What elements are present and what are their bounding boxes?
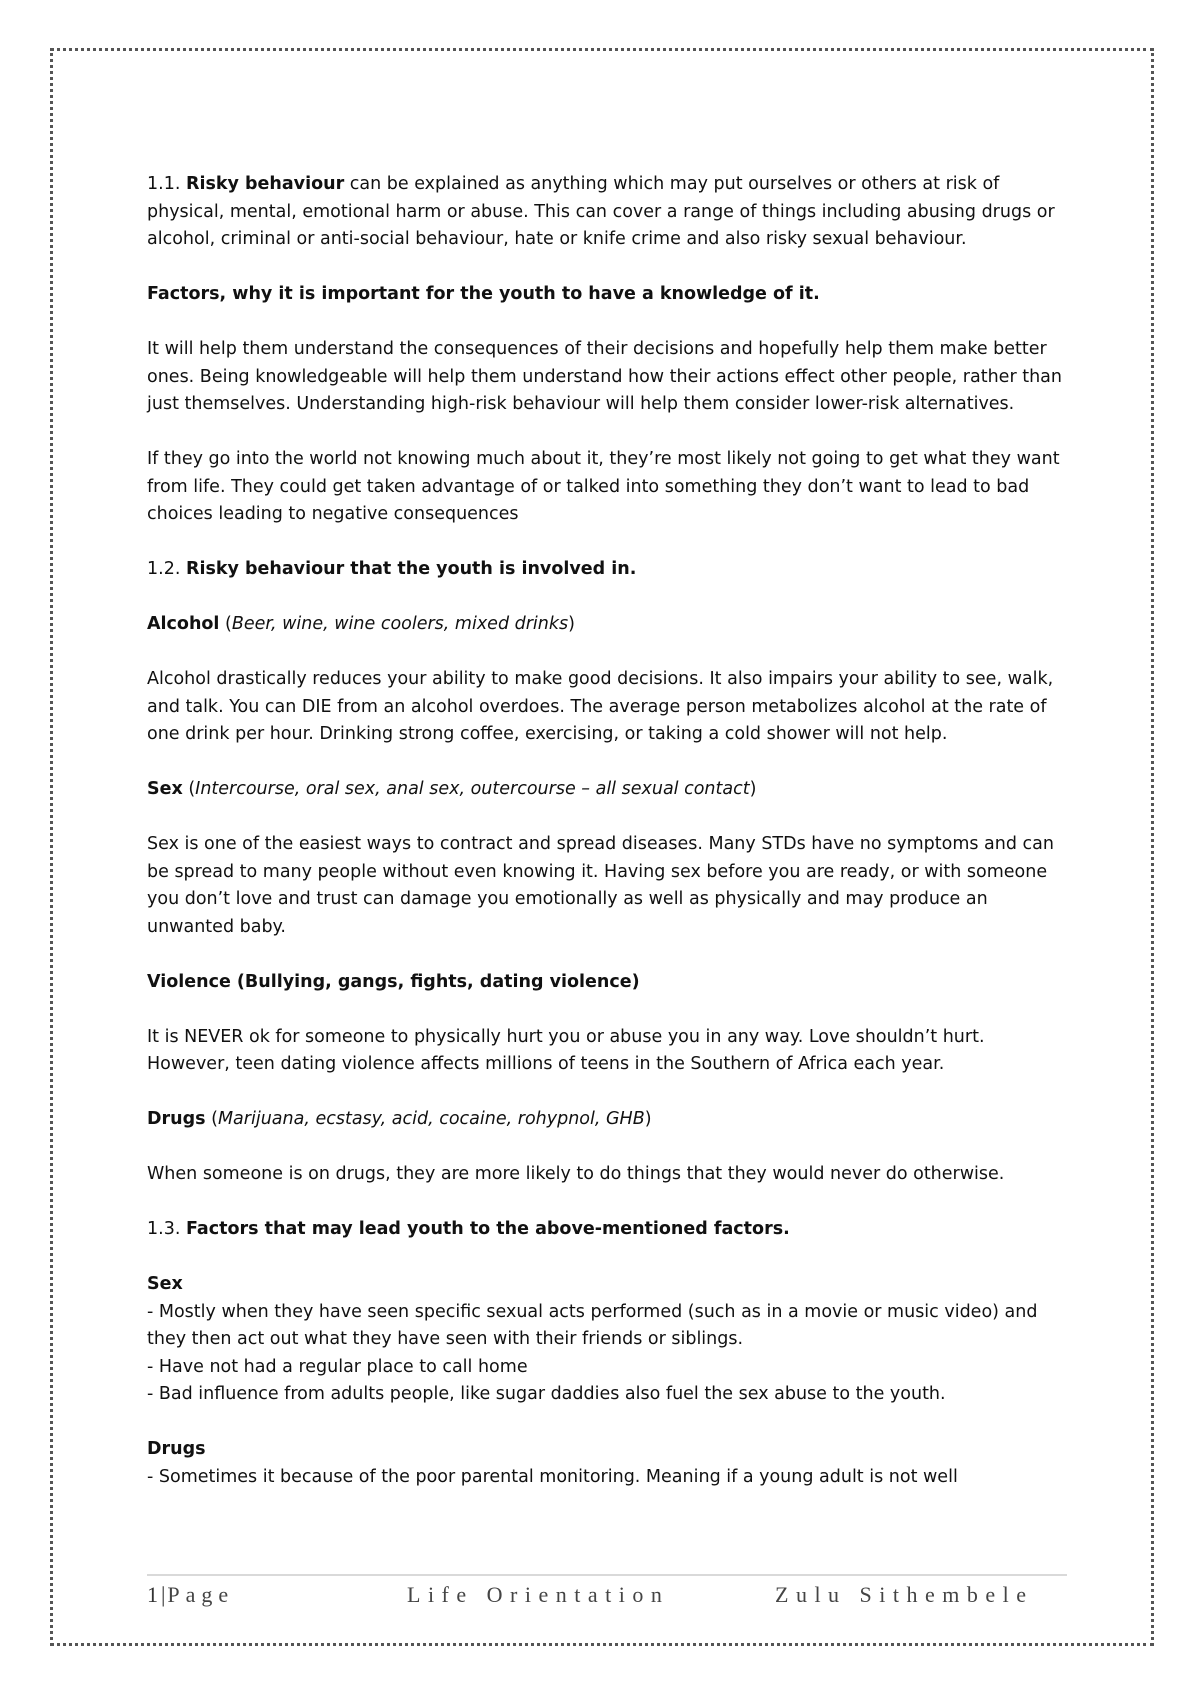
drugs-factors — [147, 1436, 1067, 1491]
sex-factors — [147, 1271, 1067, 1409]
drugs-paragraph: When someone is on drugs, they are more likely to do things that they would never do otherwise. — [147, 1164, 1005, 1184]
sex-factors-heading: Sex — [147, 1274, 183, 1294]
section-heading-1-3 — [147, 1216, 1067, 1244]
list-item: - Sometimes it because of the poor parental monitoring. Meaning if a young adult is not well — [147, 1466, 958, 1487]
page-label: Page — [167, 1582, 235, 1607]
page-number: 1 — [147, 1582, 159, 1607]
page-indicator — [147, 1582, 234, 1608]
sex-heading: Sex (Intercourse, oral sex, anal sex, outercourse – all sexual contact) — [147, 779, 757, 799]
alcohol-heading: Alcohol (Beer, wine, wine coolers, mixed drinks) — [147, 614, 575, 634]
alcohol-examples: Beer, wine, wine coolers, mixed drinks — [231, 614, 569, 634]
alcohol-paragraph: Alcohol drastically reduces your ability to make good decisions. It also impairs your ability to see, walk, and talk. You can DIE from an alcohol overdoes. The average person metabolizes alcohol at the rate of one drink per hour. Drinking strong coffee, exercising, or taking a cold shower will not help. — [147, 669, 1054, 744]
footer-subject: Life Orientation — [407, 1582, 670, 1607]
section-number: 1.3. — [147, 1219, 181, 1239]
document-body — [147, 171, 1067, 1491]
footer-separator: | — [161, 1582, 166, 1607]
factors-heading: Factors, why it is important for the youth to have a knowledge of it. — [147, 284, 820, 304]
section-title: Factors that may lead youth to the above-mentioned factors. — [185, 1219, 790, 1239]
section-number: 1.2. — [147, 559, 181, 579]
sex-examples: Intercourse, oral sex, anal sex, outercourse – all sexual contact — [195, 779, 750, 799]
list-item: - Have not had a regular place to call home — [147, 1356, 528, 1377]
section-heading-1-2 — [147, 556, 1067, 584]
sex-paragraph: Sex is one of the easiest ways to contract and spread diseases. Many STDs have no symptoms and can be spread to many people without even knowing it. Having sex before you are ready, or with someone you don’t love and trust can damage you emotionally as well as physically and may produce an unwanted baby. — [147, 834, 1054, 937]
list-item: - Bad influence from adults people, like sugar daddies also fuel the sex abuse to the youth. — [147, 1384, 946, 1404]
footer-divider — [147, 1574, 1067, 1576]
section-title: Risky behaviour that the youth is involved in. — [185, 559, 637, 579]
intro-paragraph — [147, 171, 1067, 254]
page-footer — [147, 1582, 1067, 1616]
intro-text: can be explained as anything which may put ourselves or others at risk of physical, mental, emotional harm or abuse. This can cover a range of things including abusing drugs or alcohol, criminal or anti-social behaviour, hate or knife crime and also risky sexual behaviour. — [147, 174, 1055, 249]
term-risky-behaviour: Risky behaviour — [185, 174, 345, 194]
violence-paragraph: It is NEVER ok for someone to physically hurt you or abuse you in any way. Love shouldn’t hurt. However, teen dating violence affects millions of teens in the Southern of Africa each year. — [147, 1026, 985, 1074]
section-number: 1.1. — [147, 174, 181, 194]
footer-author: Zulu Sithembele — [775, 1582, 1034, 1607]
violence-heading: Violence (Bullying, gangs, fights, dating violence) — [147, 971, 640, 992]
drugs-heading: Drugs (Marijuana, ecstasy, acid, cocaine, rohypnol, GHB) — [147, 1109, 652, 1129]
list-item: - Mostly when they have seen specific sexual acts performed (such as in a movie or music video) and they then act out what they have seen with their friends or siblings. — [147, 1301, 1038, 1349]
factors-paragraph-2: If they go into the world not knowing much about it, they’re most likely not going to get what they want from life. They could get taken advantage of or talked into something they don’t want to lead to bad choices leading to negative consequences — [147, 449, 1060, 524]
drugs-factors-heading: Drugs — [147, 1439, 206, 1459]
drugs-examples: Marijuana, ecstasy, acid, cocaine, rohypnol, GHB — [217, 1109, 645, 1129]
factors-paragraph-1: It will help them understand the consequences of their decisions and hopefully help them make better ones. Being knowledgeable will help them understand how their actions effect other people, rather than just themselves. Understanding high-risk behaviour will help them consider lower-risk alternatives. — [147, 339, 1062, 414]
